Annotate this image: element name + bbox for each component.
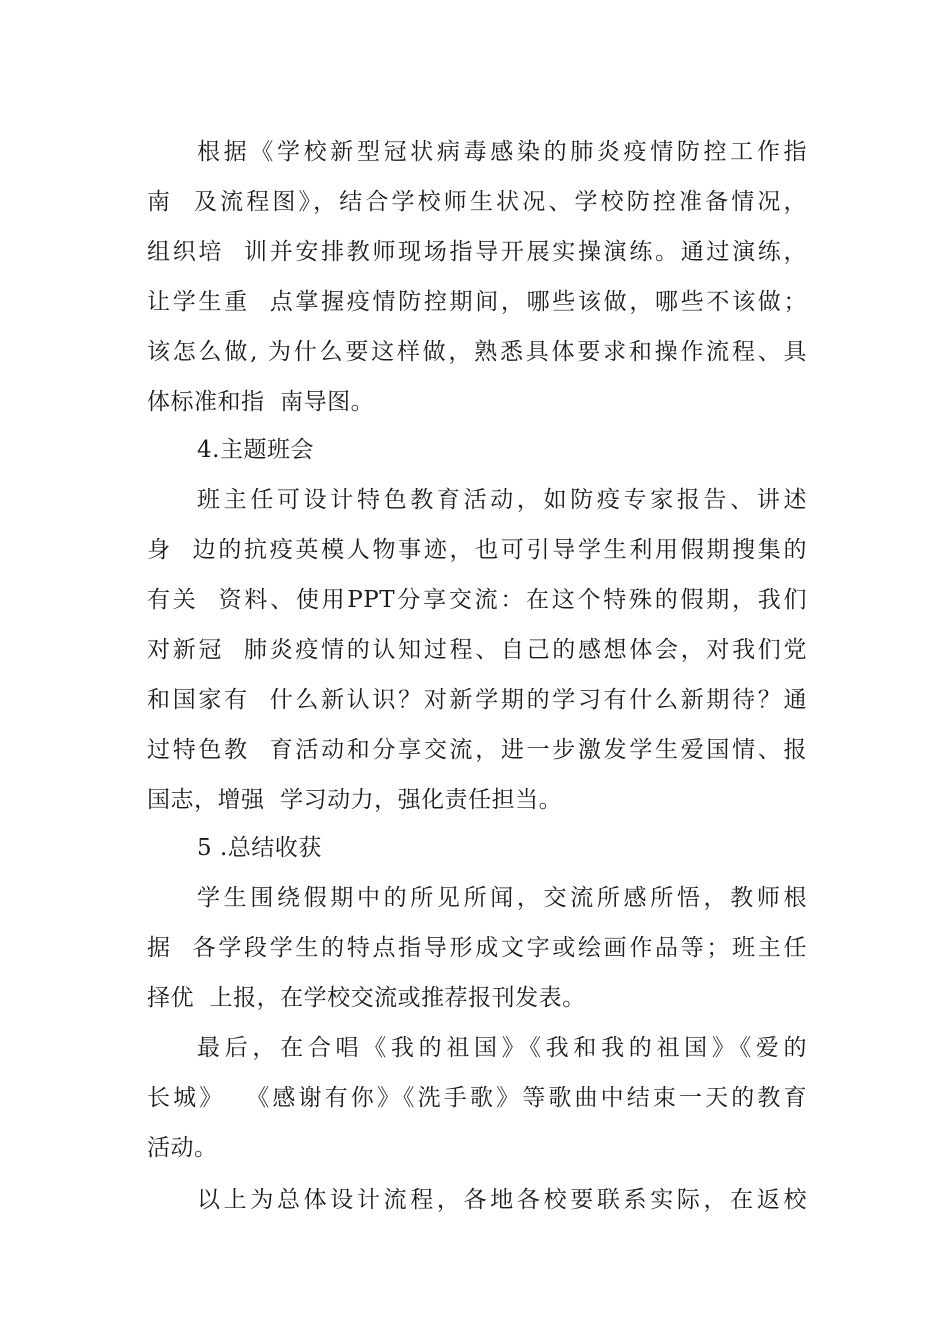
para5-line1: 以上为总体设计流程，各地各校要联系实际，在返校 bbox=[197, 1187, 807, 1213]
para3-line1: 学生围绕假期中的所见所闻，交流所感所悟，教师根 bbox=[197, 885, 807, 911]
para1-line5: 该怎么做, 为什么要这样做，熟悉具体要求和操作流程、具 bbox=[147, 339, 807, 365]
para1-line1: 根据《学校新型冠状病毒感染的肺炎疫情防控工作指 bbox=[197, 139, 807, 165]
para2-line1: 班主任可设计特色教育活动，如防疫专家报告、讲述 bbox=[197, 487, 807, 513]
para1-line2: 南 及流程图》，结合学校师生状况、学校防控准备情况， bbox=[147, 189, 807, 215]
para1-line6: 体标准和指 南导图。 bbox=[147, 389, 375, 415]
para3-line3: 择优 上报，在学校交流或推荐报刊发表。 bbox=[147, 985, 586, 1011]
section-heading-4: 4.主题班会 bbox=[197, 437, 314, 463]
para3-line2: 据 各学段学生的特点指导形成文字或绘画作品等；班主任 bbox=[147, 935, 807, 961]
para2-line3: 有关 资料、使用PPT分享交流：在这个特殊的假期，我们 bbox=[147, 587, 807, 613]
para2-line4: 对新冠 肺炎疫情的认知过程、自己的感想体会，对我们党 bbox=[147, 637, 807, 663]
para2-line7: 国志，增强 学习动力，强化责任担当。 bbox=[147, 787, 563, 813]
para2-line2: 身 边的抗疫英模人物事迹，也可引导学生利用假期搜集的 bbox=[147, 537, 807, 563]
section-heading-5: 5 .总结收获 bbox=[197, 835, 322, 861]
para2-line5: 和国家有 什么新认识？对新学期的学习有什么新期待？通 bbox=[147, 687, 807, 713]
para4-line1: 最后，在合唱《我的祖国》《我和我的祖国》《爱的 bbox=[197, 1035, 807, 1061]
para1-line4: 让学生重 点掌握疫情防控期间，哪些该做，哪些不该做； bbox=[147, 289, 807, 315]
para1-line3: 组织培 训并安排教师现场指导开展实操演练。通过演练， bbox=[147, 239, 807, 265]
para4-line2: 长城》 《感谢有你》《洗手歌》等歌曲中结束一天的教育 bbox=[147, 1085, 807, 1111]
para2-line6: 过特色教 育活动和分享交流，进一步激发学生爱国情、报 bbox=[147, 737, 807, 763]
para4-line3: 活动。 bbox=[147, 1135, 218, 1161]
